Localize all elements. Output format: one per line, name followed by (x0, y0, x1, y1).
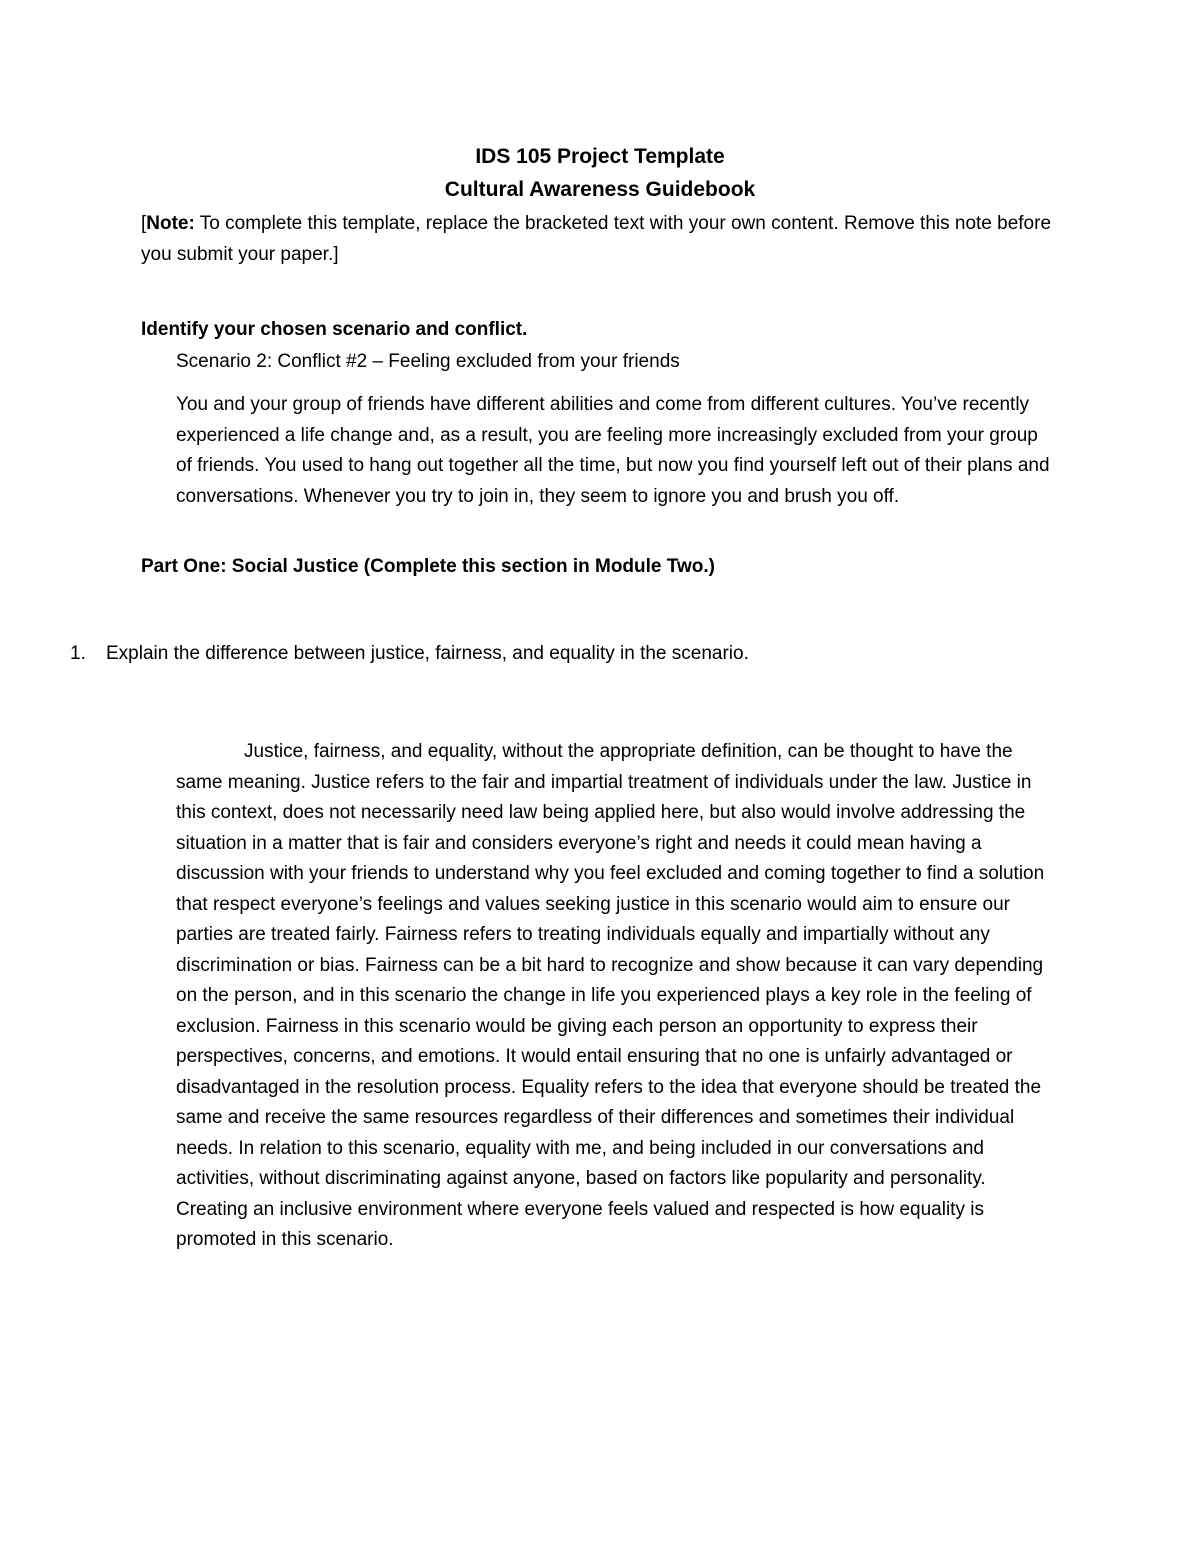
template-note (141, 208, 1061, 270)
note-text: To complete this template, replace the bracketed text with your own content. Remove this note before you submit your paper.] (141, 213, 1052, 265)
document-subtitle: Cultural Awareness Guidebook (444, 178, 756, 201)
question-text: Explain the difference between justice, fairness, and equality in the scenario. (106, 643, 749, 664)
scenario-description: You and your group of friends have different abilities and come from different cultures. You’ve recently experienced a life change and, as a result, you are feeling more increasingly excluded from your group of friends. You used to hang out together all the time, but now you find yourself left out of their plans and conversations. Whenever you try to join in, they seem to ignore you and brush you off. (176, 394, 1050, 507)
question-number: 1. (70, 643, 86, 664)
answer-paragraph: Justice, fairness, and equality, without the appropriate definition, can be thought to have the same meaning. Justice refers to the fair and impartial treatment of individuals under the law. Justice in this context, does not necessarily need law being applied here, but also would involve addressing the situation in a matter that is fair and considers everyone’s right and needs it could mean having a discussion with your friends to understand why you feel excluded and coming together to find a solution that respect everyone’s feelings and values seeking justice in this scenario would aim to ensure our parties are treated fairly. Fairness refers to treating individuals equally and impartially without any discrimination or bias. Fairness can be a bit hard to recognize and show because it can vary depending on the person, and in this scenario the change in life you experienced plays a key role in the feeling of exclusion. Fairness in this scenario would be giving each person an opportunity to express their perspectives, concerns, and emotions. It would entail ensuring that no one is unfairly advantaged or disadvantaged in the resolution process. Equality refers to the idea that everyone should be treated the same and receive the same resources regardless of their differences and sometimes their individual needs. In relation to this scenario, equality with me, and being included in our conversations and activities, without discriminating against anyone, based on factors like popularity and personality. Creating an inclusive environment where everyone feels valued and respected is how equality is promoted in this scenario. (176, 741, 1045, 1250)
note-label: Note: (146, 213, 195, 234)
scenario-heading: Identify your chosen scenario and conflict. (141, 319, 528, 340)
question-item (70, 640, 1070, 669)
document-title-block (0, 140, 1200, 206)
note-open-bracket: [ (141, 213, 147, 234)
part-one-heading: Part One: Social Justice (Complete this section in Module Two.) (141, 556, 715, 577)
document-title: IDS 105 Project Template (475, 145, 725, 168)
scenario-line: Scenario 2: Conflict #2 – Feeling excluded from your friends (176, 351, 680, 372)
